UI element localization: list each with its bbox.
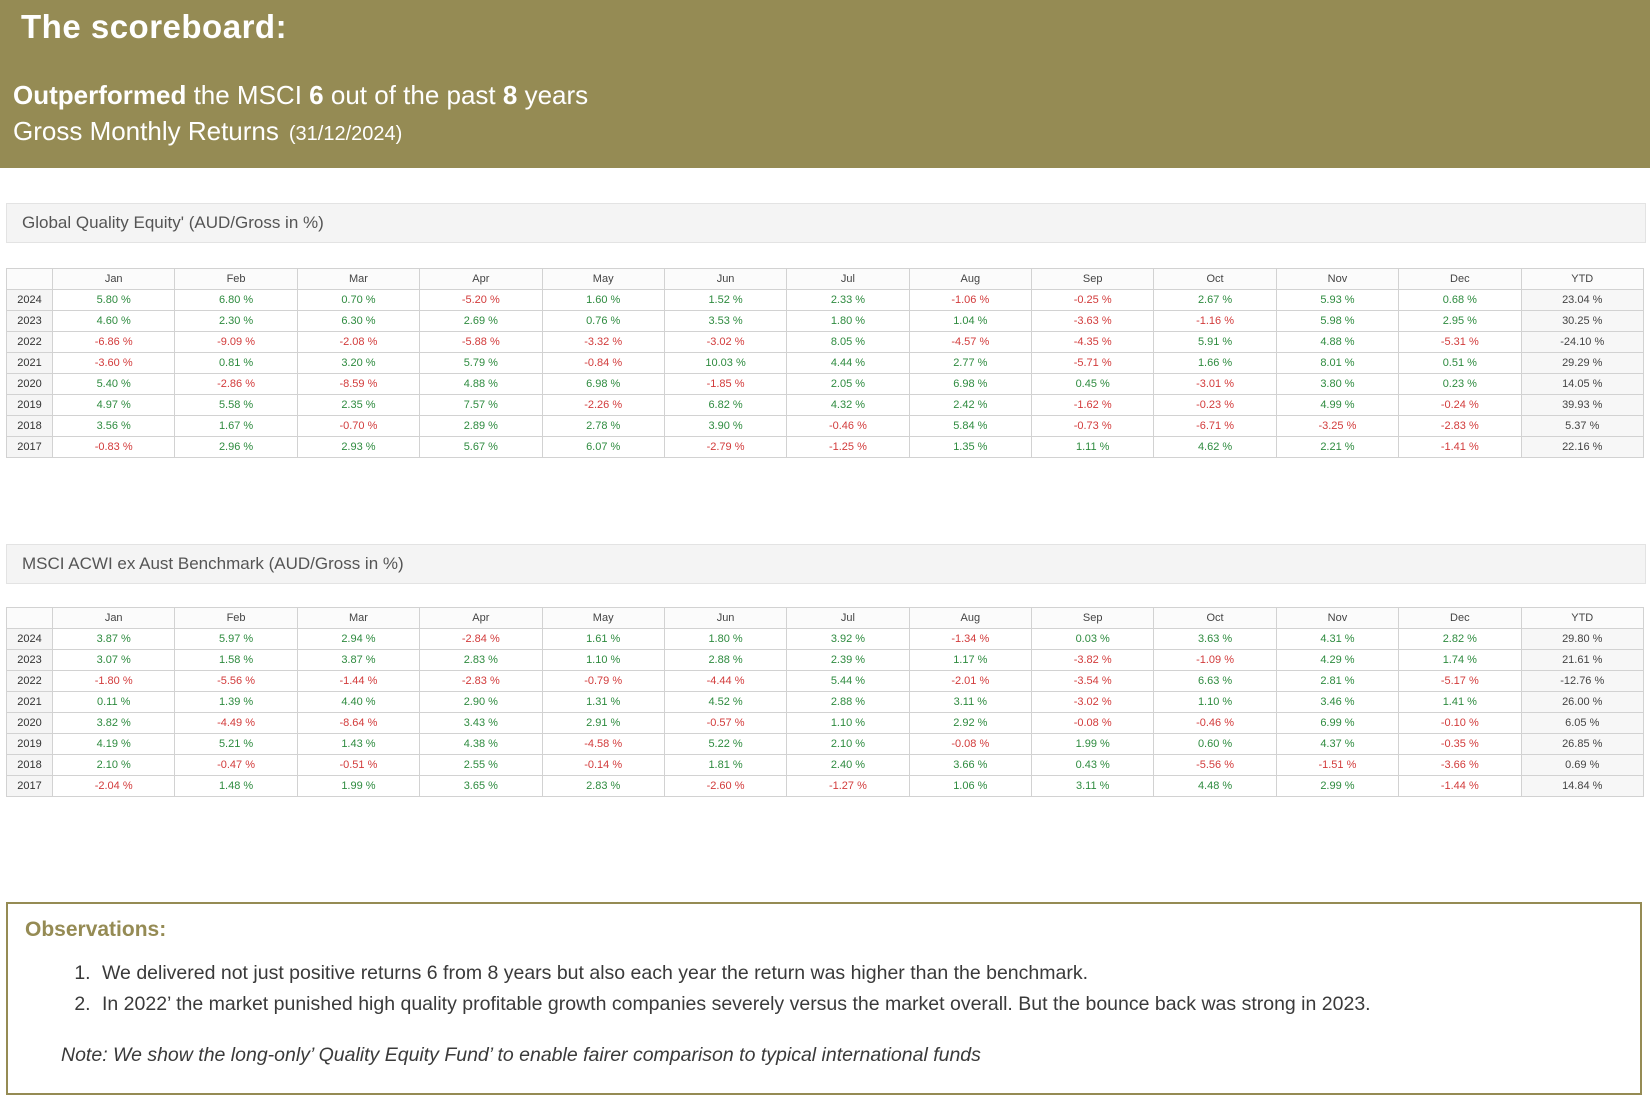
return-cell: -0.08 % bbox=[1032, 713, 1154, 734]
return-cell: -0.23 % bbox=[1154, 395, 1276, 416]
column-header: Sep bbox=[1032, 269, 1154, 290]
return-cell: 5.98 % bbox=[1276, 311, 1398, 332]
return-cell: 3.11 % bbox=[1032, 776, 1154, 797]
year-cell: 2021 bbox=[7, 353, 53, 374]
column-header: Apr bbox=[420, 608, 542, 629]
return-cell: 0.70 % bbox=[297, 290, 419, 311]
table-header-row bbox=[7, 608, 1644, 629]
return-cell: 6.98 % bbox=[909, 374, 1031, 395]
return-cell: 1.99 % bbox=[297, 776, 419, 797]
ytd-cell: 23.04 % bbox=[1521, 290, 1644, 311]
return-cell: -0.73 % bbox=[1032, 416, 1154, 437]
year-cell: 2018 bbox=[7, 416, 53, 437]
return-cell: 2.83 % bbox=[542, 776, 664, 797]
return-cell: 2.69 % bbox=[420, 311, 542, 332]
return-cell: 2.39 % bbox=[787, 650, 909, 671]
return-cell: 1.60 % bbox=[542, 290, 664, 311]
corner-cell bbox=[7, 608, 53, 629]
ytd-cell: 21.61 % bbox=[1521, 650, 1644, 671]
return-cell: -2.83 % bbox=[420, 671, 542, 692]
return-cell: -0.35 % bbox=[1399, 734, 1521, 755]
benchmark-returns-table bbox=[6, 607, 1644, 797]
year-cell: 2022 bbox=[7, 332, 53, 353]
page-title: The scoreboard: bbox=[21, 8, 288, 45]
return-cell: 3.46 % bbox=[1276, 692, 1398, 713]
return-cell: 5.93 % bbox=[1276, 290, 1398, 311]
return-cell: -5.56 % bbox=[1154, 755, 1276, 776]
return-cell: 2.33 % bbox=[787, 290, 909, 311]
ytd-cell: 6.05 % bbox=[1521, 713, 1644, 734]
return-cell: -0.10 % bbox=[1399, 713, 1521, 734]
return-cell: 4.97 % bbox=[53, 395, 175, 416]
return-cell: 1.58 % bbox=[175, 650, 297, 671]
return-cell: 1.52 % bbox=[664, 290, 786, 311]
return-cell: 0.03 % bbox=[1032, 629, 1154, 650]
return-cell: 1.06 % bbox=[909, 776, 1031, 797]
column-header: Aug bbox=[909, 608, 1031, 629]
return-cell: 1.10 % bbox=[1154, 692, 1276, 713]
return-cell: 2.67 % bbox=[1154, 290, 1276, 311]
header-banner bbox=[0, 0, 1650, 168]
return-cell: -4.49 % bbox=[175, 713, 297, 734]
column-header: Feb bbox=[175, 269, 297, 290]
year-cell: 2024 bbox=[7, 629, 53, 650]
return-cell: -1.85 % bbox=[664, 374, 786, 395]
return-cell: -8.64 % bbox=[297, 713, 419, 734]
return-cell: -1.34 % bbox=[909, 629, 1031, 650]
year-cell: 2019 bbox=[7, 734, 53, 755]
return-cell: 1.04 % bbox=[909, 311, 1031, 332]
table-row bbox=[7, 311, 1644, 332]
table-row bbox=[7, 353, 1644, 374]
year-cell: 2019 bbox=[7, 395, 53, 416]
return-cell: 1.48 % bbox=[175, 776, 297, 797]
return-cell: 3.87 % bbox=[297, 650, 419, 671]
table-row bbox=[7, 395, 1644, 416]
return-cell: 1.67 % bbox=[175, 416, 297, 437]
return-cell: -1.06 % bbox=[909, 290, 1031, 311]
ytd-cell: -24.10 % bbox=[1521, 332, 1644, 353]
return-cell: 5.97 % bbox=[175, 629, 297, 650]
return-cell: 2.77 % bbox=[909, 353, 1031, 374]
return-cell: -1.16 % bbox=[1154, 311, 1276, 332]
return-cell: -3.82 % bbox=[1032, 650, 1154, 671]
return-cell: 2.30 % bbox=[175, 311, 297, 332]
return-cell: 0.43 % bbox=[1032, 755, 1154, 776]
column-header: Mar bbox=[297, 269, 419, 290]
return-cell: -0.25 % bbox=[1032, 290, 1154, 311]
return-cell: 2.95 % bbox=[1399, 311, 1521, 332]
return-cell: 0.68 % bbox=[1399, 290, 1521, 311]
table-row bbox=[7, 437, 1644, 458]
table-row bbox=[7, 776, 1644, 797]
return-cell: -3.02 % bbox=[664, 332, 786, 353]
return-cell: -1.44 % bbox=[297, 671, 419, 692]
return-cell: 5.80 % bbox=[53, 290, 175, 311]
return-cell: -2.26 % bbox=[542, 395, 664, 416]
return-cell: 3.56 % bbox=[53, 416, 175, 437]
return-cell: 4.37 % bbox=[1276, 734, 1398, 755]
return-cell: 1.80 % bbox=[787, 311, 909, 332]
return-cell: 6.82 % bbox=[664, 395, 786, 416]
return-cell: 5.58 % bbox=[175, 395, 297, 416]
return-cell: 3.82 % bbox=[53, 713, 175, 734]
column-header: Mar bbox=[297, 608, 419, 629]
ytd-cell: 5.37 % bbox=[1521, 416, 1644, 437]
table-row bbox=[7, 734, 1644, 755]
year-cell: 2023 bbox=[7, 311, 53, 332]
benchmark-table-header bbox=[6, 544, 1646, 584]
table-row bbox=[7, 692, 1644, 713]
return-cell: 6.07 % bbox=[542, 437, 664, 458]
return-cell: -3.25 % bbox=[1276, 416, 1398, 437]
return-cell: 6.98 % bbox=[542, 374, 664, 395]
return-cell: 4.62 % bbox=[1154, 437, 1276, 458]
return-cell: 1.43 % bbox=[297, 734, 419, 755]
return-cell: -5.88 % bbox=[420, 332, 542, 353]
return-cell: 6.99 % bbox=[1276, 713, 1398, 734]
return-cell: -0.46 % bbox=[1154, 713, 1276, 734]
return-cell: 2.35 % bbox=[297, 395, 419, 416]
return-cell: -1.25 % bbox=[787, 437, 909, 458]
headline: Outperformed the MSCI 6 out of the past 8 years bbox=[13, 80, 589, 110]
ytd-cell: 0.69 % bbox=[1521, 755, 1644, 776]
year-cell: 2021 bbox=[7, 692, 53, 713]
ytd-cell: 14.84 % bbox=[1521, 776, 1644, 797]
table-row bbox=[7, 290, 1644, 311]
return-cell: -0.46 % bbox=[787, 416, 909, 437]
return-cell: 1.35 % bbox=[909, 437, 1031, 458]
fund-table-title: Global Quality Equity' (AUD/Gross in %) bbox=[22, 213, 324, 232]
return-cell: 4.88 % bbox=[1276, 332, 1398, 353]
fund-table-header bbox=[6, 203, 1646, 243]
year-cell: 2020 bbox=[7, 713, 53, 734]
return-cell: -0.47 % bbox=[175, 755, 297, 776]
return-cell: -0.70 % bbox=[297, 416, 419, 437]
year-cell: 2018 bbox=[7, 755, 53, 776]
observation-item: 1. We delivered not just positive returns 6 from 8 years but also each year the return was higher than the benchmark. bbox=[96, 962, 1371, 985]
return-cell: 0.76 % bbox=[542, 311, 664, 332]
year-cell: 2020 bbox=[7, 374, 53, 395]
return-cell: 2.92 % bbox=[909, 713, 1031, 734]
return-cell: 7.57 % bbox=[420, 395, 542, 416]
return-cell: 5.21 % bbox=[175, 734, 297, 755]
return-cell: 8.05 % bbox=[787, 332, 909, 353]
return-cell: 4.52 % bbox=[664, 692, 786, 713]
return-cell: 0.60 % bbox=[1154, 734, 1276, 755]
return-cell: 5.79 % bbox=[420, 353, 542, 374]
column-header: Jul bbox=[787, 269, 909, 290]
table-row bbox=[7, 650, 1644, 671]
return-cell: -3.32 % bbox=[542, 332, 664, 353]
column-header: Jun bbox=[664, 269, 786, 290]
column-header: Jun bbox=[664, 608, 786, 629]
table-row bbox=[7, 374, 1644, 395]
table-row bbox=[7, 755, 1644, 776]
return-cell: 5.91 % bbox=[1154, 332, 1276, 353]
return-cell: 2.99 % bbox=[1276, 776, 1398, 797]
return-cell: 1.66 % bbox=[1154, 353, 1276, 374]
return-cell: 4.29 % bbox=[1276, 650, 1398, 671]
return-cell: 1.11 % bbox=[1032, 437, 1154, 458]
year-cell: 2017 bbox=[7, 776, 53, 797]
return-cell: 5.44 % bbox=[787, 671, 909, 692]
return-cell: -1.41 % bbox=[1399, 437, 1521, 458]
return-cell: 6.30 % bbox=[297, 311, 419, 332]
return-cell: -2.83 % bbox=[1399, 416, 1521, 437]
return-cell: -9.09 % bbox=[175, 332, 297, 353]
column-header: May bbox=[542, 269, 664, 290]
return-cell: -2.60 % bbox=[664, 776, 786, 797]
table-row bbox=[7, 332, 1644, 353]
return-cell: -5.20 % bbox=[420, 290, 542, 311]
return-cell: -0.83 % bbox=[53, 437, 175, 458]
return-cell: 6.80 % bbox=[175, 290, 297, 311]
return-cell: -6.71 % bbox=[1154, 416, 1276, 437]
return-cell: 1.99 % bbox=[1032, 734, 1154, 755]
return-cell: 4.38 % bbox=[420, 734, 542, 755]
fund-returns-table bbox=[6, 268, 1644, 458]
return-cell: -8.59 % bbox=[297, 374, 419, 395]
column-header: Jan bbox=[53, 269, 175, 290]
ytd-cell: 30.25 % bbox=[1521, 311, 1644, 332]
return-cell: -3.66 % bbox=[1399, 755, 1521, 776]
return-cell: 6.63 % bbox=[1154, 671, 1276, 692]
return-cell: -2.08 % bbox=[297, 332, 419, 353]
return-cell: 2.10 % bbox=[787, 734, 909, 755]
return-cell: 1.61 % bbox=[542, 629, 664, 650]
ytd-cell: 26.85 % bbox=[1521, 734, 1644, 755]
return-cell: 2.05 % bbox=[787, 374, 909, 395]
column-header: Nov bbox=[1276, 269, 1398, 290]
return-cell: -0.79 % bbox=[542, 671, 664, 692]
return-cell: 2.82 % bbox=[1399, 629, 1521, 650]
return-cell: -4.58 % bbox=[542, 734, 664, 755]
return-cell: -5.31 % bbox=[1399, 332, 1521, 353]
year-cell: 2017 bbox=[7, 437, 53, 458]
table-header-row bbox=[7, 269, 1644, 290]
column-header: Sep bbox=[1032, 608, 1154, 629]
return-cell: -2.86 % bbox=[175, 374, 297, 395]
column-header: Apr bbox=[420, 269, 542, 290]
return-cell: 0.23 % bbox=[1399, 374, 1521, 395]
return-cell: 3.07 % bbox=[53, 650, 175, 671]
observations-list bbox=[62, 962, 1371, 1024]
column-header: Dec bbox=[1399, 608, 1521, 629]
return-cell: 3.87 % bbox=[53, 629, 175, 650]
return-cell: -1.09 % bbox=[1154, 650, 1276, 671]
return-cell: 2.83 % bbox=[420, 650, 542, 671]
ytd-cell: 29.29 % bbox=[1521, 353, 1644, 374]
return-cell: 3.66 % bbox=[909, 755, 1031, 776]
return-cell: 2.94 % bbox=[297, 629, 419, 650]
return-cell: 0.81 % bbox=[175, 353, 297, 374]
return-cell: -3.54 % bbox=[1032, 671, 1154, 692]
return-cell: 1.10 % bbox=[787, 713, 909, 734]
year-cell: 2022 bbox=[7, 671, 53, 692]
return-cell: -0.51 % bbox=[297, 755, 419, 776]
return-cell: 2.93 % bbox=[297, 437, 419, 458]
table-row bbox=[7, 629, 1644, 650]
column-header: YTD bbox=[1521, 608, 1644, 629]
return-cell: -3.60 % bbox=[53, 353, 175, 374]
return-cell: -0.57 % bbox=[664, 713, 786, 734]
return-cell: -0.84 % bbox=[542, 353, 664, 374]
column-header: Aug bbox=[909, 269, 1031, 290]
column-header: Jul bbox=[787, 608, 909, 629]
return-cell: -0.08 % bbox=[909, 734, 1031, 755]
ytd-cell: -12.76 % bbox=[1521, 671, 1644, 692]
ytd-cell: 26.00 % bbox=[1521, 692, 1644, 713]
subtitle: Gross Monthly Returns (31/12/2024) bbox=[13, 116, 403, 146]
return-cell: 8.01 % bbox=[1276, 353, 1398, 374]
return-cell: 4.88 % bbox=[420, 374, 542, 395]
benchmark-table-title: MSCI ACWI ex Aust Benchmark (AUD/Gross in %) bbox=[22, 554, 404, 573]
return-cell: -1.27 % bbox=[787, 776, 909, 797]
return-cell: 2.10 % bbox=[53, 755, 175, 776]
return-cell: 1.81 % bbox=[664, 755, 786, 776]
return-cell: 2.88 % bbox=[664, 650, 786, 671]
return-cell: -6.86 % bbox=[53, 332, 175, 353]
return-cell: -1.62 % bbox=[1032, 395, 1154, 416]
return-cell: -2.04 % bbox=[53, 776, 175, 797]
return-cell: 4.31 % bbox=[1276, 629, 1398, 650]
return-cell: 3.90 % bbox=[664, 416, 786, 437]
return-cell: -3.63 % bbox=[1032, 311, 1154, 332]
return-cell: -1.80 % bbox=[53, 671, 175, 692]
return-cell: 1.74 % bbox=[1399, 650, 1521, 671]
return-cell: -1.44 % bbox=[1399, 776, 1521, 797]
return-cell: -5.56 % bbox=[175, 671, 297, 692]
return-cell: 1.10 % bbox=[542, 650, 664, 671]
corner-cell bbox=[7, 269, 53, 290]
return-cell: -2.01 % bbox=[909, 671, 1031, 692]
observations-box bbox=[6, 902, 1642, 1095]
return-cell: 2.78 % bbox=[542, 416, 664, 437]
return-cell: -5.71 % bbox=[1032, 353, 1154, 374]
return-cell: 4.48 % bbox=[1154, 776, 1276, 797]
return-cell: 10.03 % bbox=[664, 353, 786, 374]
return-cell: -4.57 % bbox=[909, 332, 1031, 353]
return-cell: 3.80 % bbox=[1276, 374, 1398, 395]
return-cell: -3.02 % bbox=[1032, 692, 1154, 713]
return-cell: 4.32 % bbox=[787, 395, 909, 416]
return-cell: 1.39 % bbox=[175, 692, 297, 713]
return-cell: 3.11 % bbox=[909, 692, 1031, 713]
return-cell: -4.44 % bbox=[664, 671, 786, 692]
return-cell: 3.43 % bbox=[420, 713, 542, 734]
table-row bbox=[7, 713, 1644, 734]
return-cell: -5.17 % bbox=[1399, 671, 1521, 692]
observation-item: 2. In 2022’ the market punished high quality profitable growth companies severely versus the market overall. But the bounce back was strong in 2023. bbox=[96, 993, 1371, 1016]
return-cell: 2.40 % bbox=[787, 755, 909, 776]
return-cell: 4.60 % bbox=[53, 311, 175, 332]
return-cell: 5.40 % bbox=[53, 374, 175, 395]
return-cell: 2.91 % bbox=[542, 713, 664, 734]
column-header: Oct bbox=[1154, 269, 1276, 290]
return-cell: 2.42 % bbox=[909, 395, 1031, 416]
ytd-cell: 14.05 % bbox=[1521, 374, 1644, 395]
return-cell: 3.53 % bbox=[664, 311, 786, 332]
return-cell: 2.81 % bbox=[1276, 671, 1398, 692]
return-cell: 1.41 % bbox=[1399, 692, 1521, 713]
report-date: (31/12/2024) bbox=[288, 123, 403, 145]
return-cell: 3.63 % bbox=[1154, 629, 1276, 650]
return-cell: -3.01 % bbox=[1154, 374, 1276, 395]
return-cell: 0.51 % bbox=[1399, 353, 1521, 374]
return-cell: 0.45 % bbox=[1032, 374, 1154, 395]
return-cell: -1.51 % bbox=[1276, 755, 1398, 776]
return-cell: 1.80 % bbox=[664, 629, 786, 650]
year-cell: 2023 bbox=[7, 650, 53, 671]
return-cell: 4.44 % bbox=[787, 353, 909, 374]
return-cell: 2.89 % bbox=[420, 416, 542, 437]
return-cell: 3.92 % bbox=[787, 629, 909, 650]
return-cell: 4.99 % bbox=[1276, 395, 1398, 416]
column-header: Dec bbox=[1399, 269, 1521, 290]
return-cell: 2.96 % bbox=[175, 437, 297, 458]
return-cell: -2.79 % bbox=[664, 437, 786, 458]
ytd-cell: 29.80 % bbox=[1521, 629, 1644, 650]
observations-title: Observations: bbox=[25, 918, 167, 941]
table-row bbox=[7, 416, 1644, 437]
return-cell: 3.20 % bbox=[297, 353, 419, 374]
return-cell: 4.40 % bbox=[297, 692, 419, 713]
ytd-cell: 39.93 % bbox=[1521, 395, 1644, 416]
return-cell: 5.67 % bbox=[420, 437, 542, 458]
return-cell: 5.84 % bbox=[909, 416, 1031, 437]
return-cell: -0.24 % bbox=[1399, 395, 1521, 416]
return-cell: 1.17 % bbox=[909, 650, 1031, 671]
column-header: Nov bbox=[1276, 608, 1398, 629]
return-cell: 5.22 % bbox=[664, 734, 786, 755]
return-cell: 4.19 % bbox=[53, 734, 175, 755]
return-cell: 2.90 % bbox=[420, 692, 542, 713]
table-row bbox=[7, 671, 1644, 692]
column-header: Oct bbox=[1154, 608, 1276, 629]
return-cell: 1.31 % bbox=[542, 692, 664, 713]
observations-note: Note: We show the long-only’ Quality Equity Fund’ to enable fairer comparison to typical international funds bbox=[61, 1044, 981, 1066]
column-header: YTD bbox=[1521, 269, 1644, 290]
ytd-cell: 22.16 % bbox=[1521, 437, 1644, 458]
column-header: Jan bbox=[53, 608, 175, 629]
year-cell: 2024 bbox=[7, 290, 53, 311]
column-header: Feb bbox=[175, 608, 297, 629]
return-cell: -4.35 % bbox=[1032, 332, 1154, 353]
return-cell: 0.11 % bbox=[53, 692, 175, 713]
return-cell: 2.55 % bbox=[420, 755, 542, 776]
column-header: May bbox=[542, 608, 664, 629]
return-cell: 2.21 % bbox=[1276, 437, 1398, 458]
return-cell: 2.88 % bbox=[787, 692, 909, 713]
return-cell: -0.14 % bbox=[542, 755, 664, 776]
return-cell: -2.84 % bbox=[420, 629, 542, 650]
return-cell: 3.65 % bbox=[420, 776, 542, 797]
